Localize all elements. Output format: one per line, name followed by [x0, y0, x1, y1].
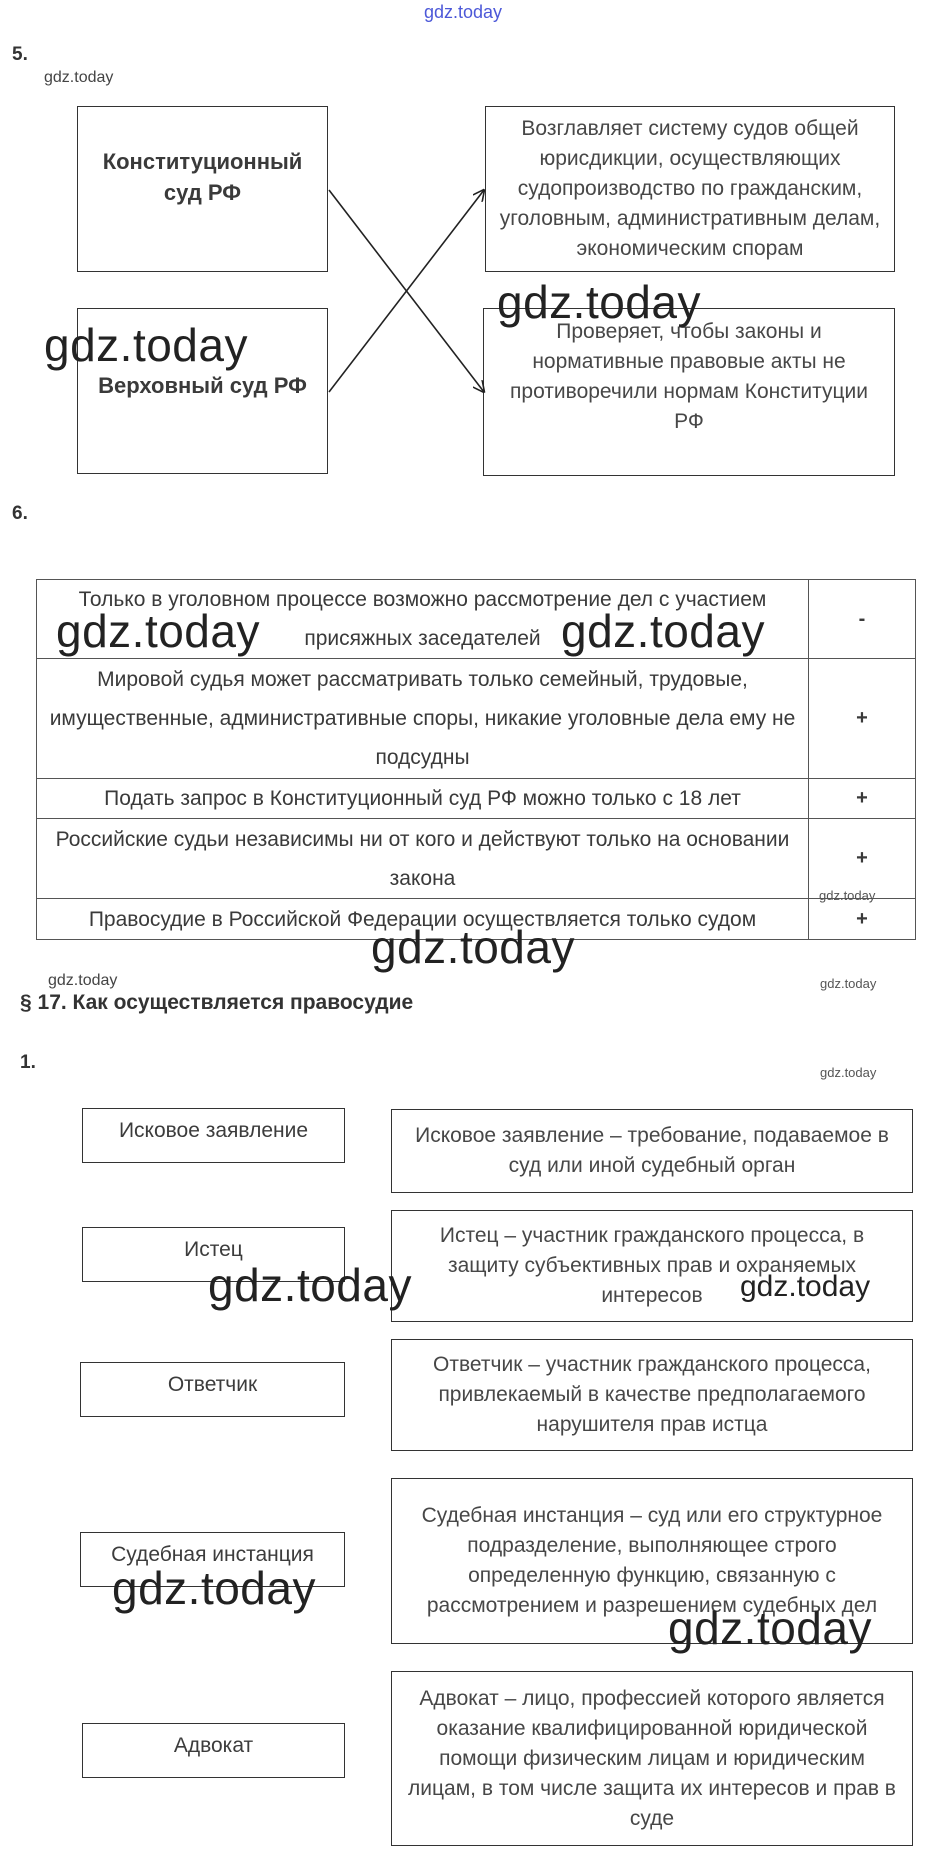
- definition-text: Исковое заявление – требование, подаваемое в суд или иной судебный орган: [415, 1124, 889, 1177]
- statement-text: Правосудие в Российской Федерации осуществляется только судом: [88, 907, 757, 931]
- mark-cell: -: [809, 580, 916, 659]
- task-6-number: 6.: [12, 503, 28, 524]
- definition-box: [391, 1339, 913, 1451]
- watermark-label: gdz.today: [44, 69, 114, 86]
- term-label: Адвокат: [173, 1733, 254, 1757]
- watermark: gdz.today: [820, 976, 877, 991]
- statement-text: Мировой судья может рассматривать только семейный, трудовые, имущественные, административные споры, никакие уголовные дела ему не подсудны: [49, 668, 796, 769]
- box-constitutional-court-label: Конституционный суд РФ: [102, 149, 303, 205]
- term-box: [80, 1362, 345, 1417]
- definition-text: Судебная инстанция – суд или его структурное подразделение, выполняющее строго определенную функцию, связанную с рассмотрением и разрешением судебных дел: [421, 1504, 883, 1617]
- statement-cell: [37, 819, 809, 899]
- task-1-number: 1.: [20, 1052, 36, 1073]
- mark-cell: +: [809, 819, 916, 899]
- watermark: gdz.today: [208, 1259, 412, 1311]
- watermark: gdz.today: [497, 276, 701, 328]
- section-title: § 17. Как осуществляется правосудие: [20, 991, 414, 1014]
- watermark: gdz.today: [820, 1065, 877, 1080]
- matching-arrows: [0, 0, 932, 520]
- mark-cell: +: [809, 659, 916, 779]
- watermark-top: gdz.today: [424, 2, 503, 22]
- watermark: gdz.today: [740, 1270, 871, 1303]
- definition-text: Ответчик – участник гражданского процесса, привлекаемый в качестве предполагаемого нарушителя прав истца: [433, 1353, 871, 1436]
- definition-box: [391, 1210, 913, 1322]
- table-row: [37, 659, 916, 779]
- box-supreme-court-label: Верховный суд РФ: [98, 372, 307, 398]
- watermark: gdz.today: [44, 319, 248, 371]
- mark-cell: +: [809, 899, 916, 940]
- statement-text: Подать запрос в Конституционный суд РФ можно только с 18 лет: [104, 787, 741, 810]
- table-row: [37, 779, 916, 819]
- definition-text: Истец – участник гражданского процесса, в защиту субъективных прав и охраняемых интересов: [439, 1224, 865, 1307]
- watermark: gdz.today: [668, 1602, 872, 1654]
- term-label: Ответчик: [167, 1372, 258, 1396]
- definition-text: Адвокат – лицо, профессией которого является оказание квалифицированной юридической помощи физическим лицам и юридическим лицам, в том числе защита их интересов и прав в суде: [408, 1686, 896, 1830]
- statement-cell: [37, 659, 809, 779]
- table-row: [37, 819, 916, 899]
- definition-box: [391, 1671, 913, 1846]
- watermark: gdz.today: [56, 605, 260, 657]
- statement-cell: [37, 779, 809, 819]
- box-supreme-court-description-text: Возглавляет систему судов общей юрисдикции, осуществляющих судопроизводство по гражданским, уголовным, административным делам, экономическим спорам: [499, 117, 881, 260]
- watermark: gdz.today: [371, 921, 575, 973]
- box-constitutional-court-description-text: Проверяет, чтобы законы и нормативные правовые акты не противоречили нормам Конституции РФ: [510, 320, 868, 433]
- watermark: gdz.today: [112, 1562, 316, 1614]
- watermark: gdz.today: [561, 605, 765, 657]
- watermark: gdz.today: [819, 888, 876, 903]
- term-box: [82, 1723, 345, 1778]
- term-box: [82, 1108, 345, 1163]
- statement-text: Только в уголовном процессе возможно рассмотрение дел с участием присяжных заседателей: [78, 588, 767, 650]
- term-label: Судебная инстанция: [111, 1542, 314, 1566]
- term-label: Истец: [184, 1237, 243, 1261]
- watermark: gdz.today: [48, 972, 118, 989]
- term-label: Исковое заявление: [118, 1118, 309, 1142]
- task-5-number: 5.: [12, 44, 28, 65]
- definition-box: [391, 1109, 913, 1193]
- mark-cell: +: [809, 779, 916, 819]
- statement-text: Российские судьи независимы ни от кого и действуют только на основании закона: [55, 827, 790, 890]
